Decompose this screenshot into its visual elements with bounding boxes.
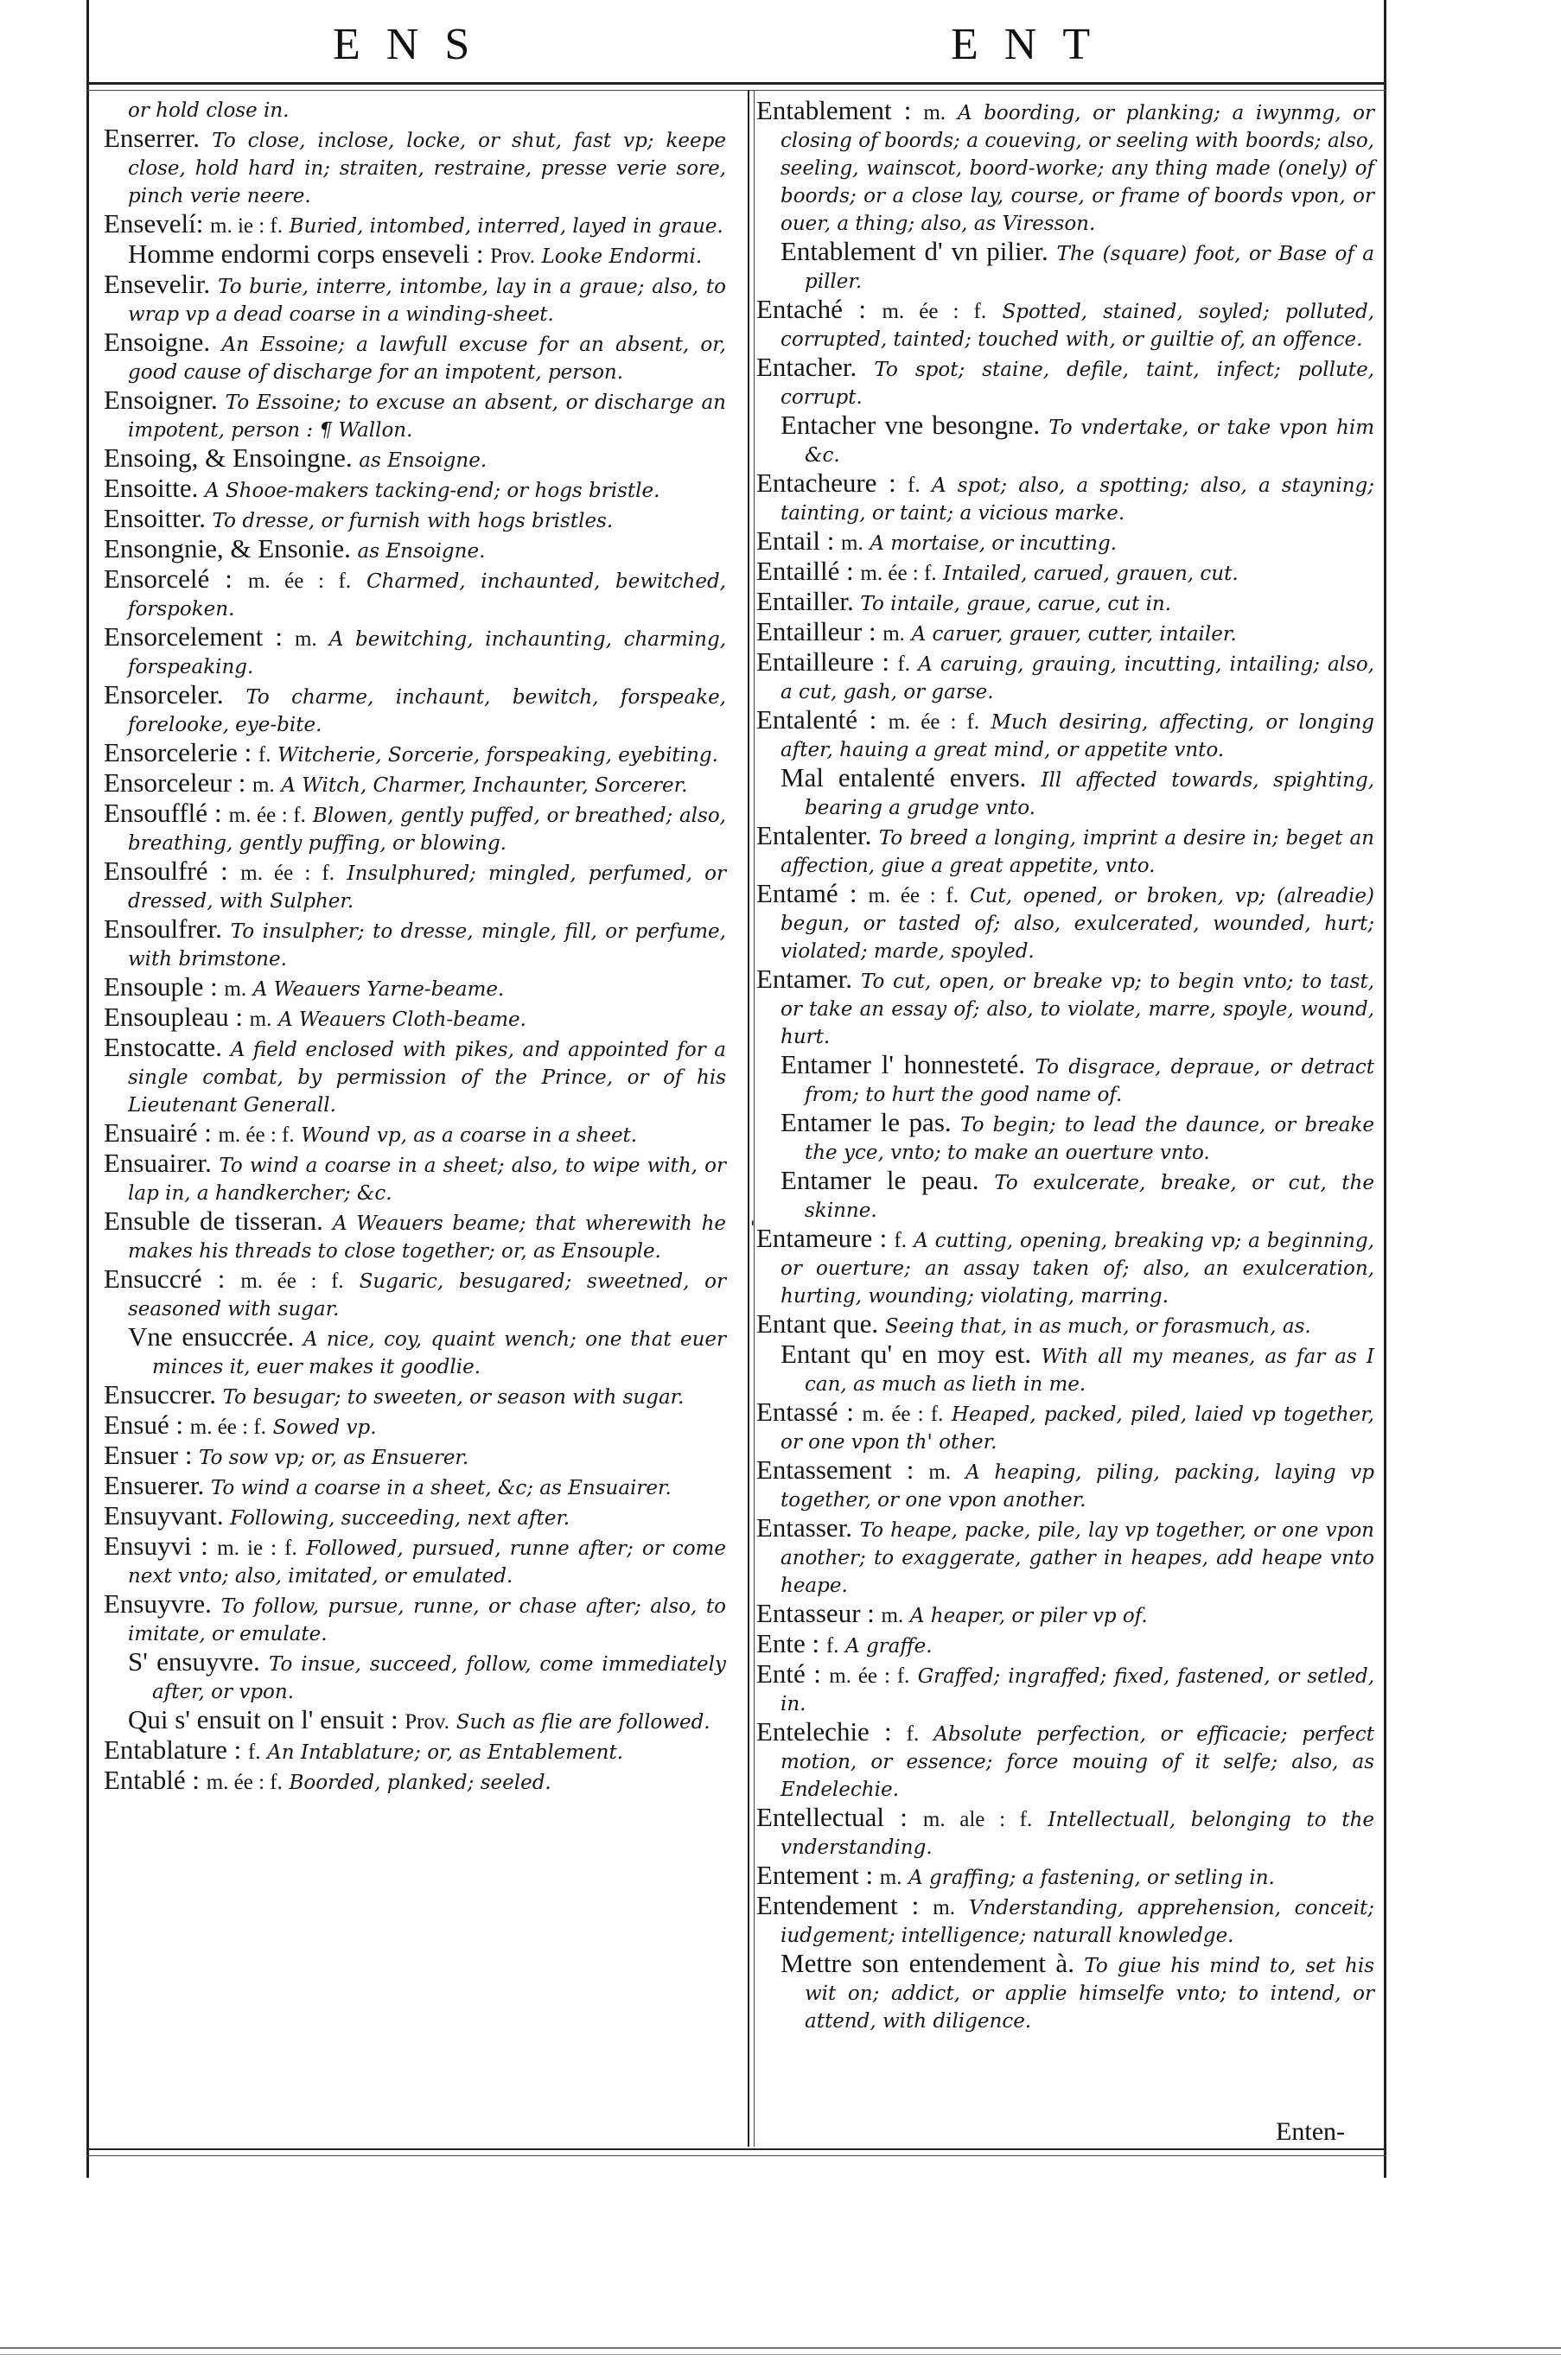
dictionary-entry xyxy=(756,411,1374,469)
definition: To vndertake, or take vpon him &c. xyxy=(805,417,1374,467)
grammar-note: m. ie : f. xyxy=(210,214,284,238)
dictionary-entry xyxy=(756,557,1374,588)
headword: Enté : xyxy=(756,1658,821,1689)
dictionary-entry xyxy=(756,880,1374,965)
dictionary-entry xyxy=(756,97,1374,238)
definition: To charme, inchaunt, bewitch, forspeake, forelooke, eye-bite. xyxy=(128,686,726,736)
definition: A Weauers Yarne-beame. xyxy=(252,978,505,1001)
dictionary-entry xyxy=(756,527,1374,557)
dictionary-entry xyxy=(104,1265,726,1323)
dictionary-entry xyxy=(756,1660,1374,1718)
dictionary-entry xyxy=(756,1600,1374,1630)
headword: Entailleure : xyxy=(756,646,890,677)
headword: S' ensuyvre. xyxy=(128,1646,260,1677)
definition: To begin; to lead the daunce, or breake the yce, vnto; to make an ouerture vnto. xyxy=(805,1114,1374,1164)
dictionary-entry xyxy=(756,764,1374,822)
dictionary-entry xyxy=(104,240,726,270)
left-column xyxy=(104,97,726,1797)
definition: Witcherie, Sorcerie, forspeaking, eyebiting. xyxy=(277,744,718,767)
headword: Ensoupleau : xyxy=(104,1002,243,1032)
grammar-note: m. xyxy=(923,101,946,124)
dictionary-entry xyxy=(104,1003,726,1034)
headword: Entamer le peau. xyxy=(780,1165,979,1195)
grammar-note: f. xyxy=(908,474,921,497)
definition: To exulcerate, breake, or cut, the skinne. xyxy=(805,1172,1374,1222)
dictionary-entry xyxy=(104,444,726,474)
headword: Entablé : xyxy=(104,1765,201,1795)
definition: A graffe. xyxy=(845,1635,933,1658)
headword: Ensuairé : xyxy=(104,1117,212,1148)
dictionary-entry xyxy=(756,706,1374,764)
dictionary-entry xyxy=(756,618,1374,648)
dictionary-entry xyxy=(756,296,1374,353)
definition: A Witch, Charmer, Inchaunter, Sorcerer. xyxy=(281,774,688,797)
definition: Much desiring, affecting, or longing after, hauing a great mind, or appetite vnto. xyxy=(780,711,1374,761)
dictionary-entry xyxy=(756,822,1374,880)
headword: Entameure : xyxy=(756,1223,888,1253)
definition: Insulphured; mingled, perfumed, or dressed, with Sulpher. xyxy=(128,862,726,913)
definition: as Ensoigne. xyxy=(357,540,486,563)
definition: Vnderstanding, apprehension, conceit; iudgement; intelligence; naturall knowledge. xyxy=(780,1897,1375,1947)
headword: Enstocatte. xyxy=(104,1032,222,1062)
headword: Entacher vne besongne. xyxy=(780,410,1041,440)
dictionary-entry xyxy=(756,965,1374,1051)
dictionary-entry xyxy=(756,1514,1374,1600)
grammar-note: m. ée : f. xyxy=(228,804,306,827)
headword: Homme endormi corps enseveli : xyxy=(128,239,484,269)
headword: Ensué : xyxy=(104,1410,184,1440)
headword: Entelechie : xyxy=(756,1716,892,1747)
grammar-note: m. xyxy=(841,531,863,555)
definition: A Weauers beame; that wherewith he makes his threads to close together; or, as Ensouple. xyxy=(128,1212,726,1263)
dictionary-entry xyxy=(756,469,1374,527)
headword: Ensevelí: xyxy=(104,208,204,239)
headword: Qui s' ensuit on l' ensuit : xyxy=(128,1704,398,1734)
dictionary-entry xyxy=(104,1149,726,1207)
column-divider xyxy=(748,90,749,2147)
grammar-note: m. ée : f. xyxy=(247,570,352,593)
grammar-note: m. ie : f. xyxy=(217,1537,297,1560)
definition: With all my meanes, as far as I can, as much as lieth in me. xyxy=(805,1346,1374,1396)
dictionary-entry xyxy=(104,973,726,1003)
dictionary-entry xyxy=(756,588,1374,618)
headword: Ensuairer. xyxy=(104,1148,212,1178)
headword: Ensongnie, & Ensonie. xyxy=(104,533,351,563)
headword: Ensorcelement : xyxy=(104,621,283,652)
definition: Sugaric, besugared; sweetned, or seasoned with sugar. xyxy=(128,1270,726,1320)
headword: Entendement : xyxy=(756,1890,920,1920)
headword: Entablement : xyxy=(756,95,912,125)
headword: Entalenter. xyxy=(756,820,872,850)
definition: An Intablature; or, as Entablement. xyxy=(267,1741,624,1764)
definition: Sowed vp. xyxy=(272,1416,377,1439)
headword: Ensoigner. xyxy=(104,385,218,415)
headword: Ensorcelerie : xyxy=(104,737,252,767)
dictionary-entry xyxy=(104,1502,726,1532)
headword: Entaché : xyxy=(756,294,867,324)
definition: A bewitching, inchaunting, charming, forspeaking. xyxy=(128,628,727,678)
definition: Charmed, inchaunted, bewitched, forspoken. xyxy=(128,570,726,620)
definition: To wind a coarse in a sheet; also, to wipe with, or lap in, a handkercher; &c. xyxy=(128,1155,726,1205)
definition: A heaping, piling, packing, laying vp together, or one vpon another. xyxy=(780,1461,1374,1511)
headword: Entacheure : xyxy=(756,468,896,498)
dictionary-entry xyxy=(104,535,726,565)
footer-rule-inner xyxy=(86,2155,1386,2156)
headword: Entamé : xyxy=(756,878,857,908)
dictionary-entry xyxy=(104,1532,726,1590)
definition: To disgrace, depraue, or detract from; to hurt the good name of. xyxy=(805,1056,1374,1106)
grammar-note: m. ée : f. xyxy=(829,1664,910,1688)
dictionary-entry xyxy=(756,1804,1374,1861)
headword: Ensuccré : xyxy=(104,1263,226,1294)
dictionary-entry xyxy=(104,1207,726,1265)
headword: Enserrer. xyxy=(104,123,201,153)
dictionary-entry xyxy=(756,1398,1374,1456)
catchword: Enten- xyxy=(1276,2117,1345,2146)
headword: Mal entalenté envers. xyxy=(780,762,1027,792)
dictionary-entry xyxy=(756,238,1374,296)
definition: Blowen, gently puffed, or breathed; also, breathing, gently puffing, or blowing. xyxy=(128,805,726,855)
definition: A boording, or planking; a iwynmg, or closing of boords; a coueving, or seeling with boords; also, seeling, wainscot, boord-worke; any thing made (onely) of boords; or a close lay, course, or frame of boords vpon, or ouer, a thing; also, as Viresson. xyxy=(780,102,1374,235)
definition: To sow vp; or, as Ensuerer. xyxy=(199,1447,469,1469)
definition: The (square) foot, or Base of a piller. xyxy=(805,243,1374,293)
headword: Ensorceler. xyxy=(104,679,224,710)
column-divider-inner xyxy=(754,90,755,2147)
dictionary-entry xyxy=(104,1381,726,1411)
dictionary-entry xyxy=(104,1441,726,1472)
headword: Entablature : xyxy=(104,1734,242,1765)
dictionary-entry xyxy=(104,97,726,124)
dictionary-entry xyxy=(104,915,726,973)
definition: A caruing, grauing, incutting, intailing; also, a cut, gash, or garse. xyxy=(780,653,1374,703)
grammar-note: m. ée : f. xyxy=(206,1771,283,1794)
definition: Graffed; ingraffed; fixed, fastened, or setled, in. xyxy=(780,1665,1375,1715)
headword: Entamer. xyxy=(756,964,853,994)
definition: A Weauers Cloth-beame. xyxy=(277,1009,526,1031)
headword: Entail : xyxy=(756,525,835,556)
dictionary-entry xyxy=(104,328,726,386)
headword: Entant que. xyxy=(756,1308,879,1339)
dictionary-entry xyxy=(756,648,1374,706)
dictionary-entry xyxy=(104,1034,726,1119)
headword: Entamer l' honnesteté. xyxy=(780,1049,1025,1079)
dictionary-entry xyxy=(104,681,726,739)
headword: Entasseur : xyxy=(756,1598,875,1628)
dictionary-entry xyxy=(756,1051,1374,1109)
headword: Entassé : xyxy=(756,1397,854,1427)
headword: Ente : xyxy=(756,1628,820,1658)
dictionary-entry xyxy=(104,857,726,915)
definition: Such as flie are followed. xyxy=(456,1711,710,1734)
dictionary-entry xyxy=(756,1861,1374,1892)
headword: Ensoulfré : xyxy=(104,856,228,886)
dictionary-entry xyxy=(104,1590,726,1648)
dictionary-entry xyxy=(756,1892,1374,1950)
grammar-note: m. ée : f. xyxy=(868,884,959,907)
definition: Seeing that, in as much, or forasmuch, as. xyxy=(884,1315,1311,1338)
definition: A Shooe-makers tacking-end; or hogs bristle. xyxy=(205,480,660,502)
dictionary-entry xyxy=(104,1736,726,1766)
headword: Entailleur : xyxy=(756,616,876,646)
dictionary-entry xyxy=(104,1472,726,1502)
headword: Ensoigne. xyxy=(104,327,211,357)
headword: Ensuble de tisseran. xyxy=(104,1206,323,1236)
definition: A caruer, grauer, cutter, intailer. xyxy=(911,623,1237,646)
headword: Ensoufflé : xyxy=(104,798,222,828)
definition: Looke Endormi. xyxy=(541,245,703,268)
headword: Ensuyvant. xyxy=(104,1500,224,1530)
grammar-note: f. xyxy=(894,1229,907,1252)
grammar-note: m. ée : f. xyxy=(860,562,937,585)
definition: To burie, interre, intombe, lay in a graue; also, to wrap vp a dead coarse in a winding-sheet. xyxy=(128,276,726,326)
right-column xyxy=(756,97,1374,2035)
dictionary-entry xyxy=(104,565,726,623)
headword: Entamer le pas. xyxy=(780,1107,952,1137)
dictionary-entry xyxy=(104,386,726,444)
definition: Intellectuall, belonging to the vnderstanding. xyxy=(780,1809,1374,1859)
definition: Ill affected towards, spighting, bearing a grudge vnto. xyxy=(805,769,1375,819)
definition: To besugar; to sweeten, or season with sugar. xyxy=(222,1386,685,1409)
grammar-note: Prov. xyxy=(490,245,536,268)
headword: Ensorceleur : xyxy=(104,767,246,798)
footer-rule xyxy=(86,2148,1386,2150)
definition: To breed a longing, imprint a desire in; beget an affection, giue a great appetite, vnto. xyxy=(780,827,1374,877)
definition: To spot; staine, defile, taint, infect; pollute, corrupt. xyxy=(780,359,1374,409)
grammar-note: m. xyxy=(881,1604,904,1627)
definition: To insulpher; to dresse, mingle, fill, or perfume, with brimstone. xyxy=(128,920,726,970)
grammar-note: m. ée : f. xyxy=(189,1416,266,1439)
definition: A graffing; a fastening, or setling in. xyxy=(908,1867,1275,1889)
dictionary-entry xyxy=(756,1340,1374,1398)
definition: Spotted, stained, soyled; polluted, corrupted, tainted; touched with, or guiltie of, an offence. xyxy=(780,301,1374,351)
headword: Ensevelir. xyxy=(104,269,211,299)
grammar-note: m. xyxy=(249,1008,272,1031)
dictionary-entry xyxy=(104,1766,726,1797)
dictionary-entry xyxy=(104,210,726,240)
dictionary-entry xyxy=(756,1225,1374,1310)
definition: Cut, opened, or broken, vp; (alreadie) begun, or tasted of; also, exulcerated, wounded, hurt; violated; marde, spoyled. xyxy=(780,885,1374,963)
headword: Entacher. xyxy=(756,352,857,382)
definition: Intailed, carued, grauen, cut. xyxy=(943,563,1239,585)
dictionary-entry xyxy=(756,1167,1374,1225)
definition: To heape, packe, pile, lay vp together, or one vpon another; to exaggerate, gather in heapes, add heape vnto heape. xyxy=(780,1519,1374,1597)
dictionary-entry xyxy=(104,270,726,328)
dictionary-entry xyxy=(104,124,726,210)
headword: Entablement d' vn pilier. xyxy=(780,236,1048,266)
grammar-note: f. xyxy=(897,652,910,676)
grammar-note: m. xyxy=(224,977,247,1001)
headword: Ensuccrer. xyxy=(104,1379,216,1410)
definition: A nice, coy, quaint wench; one that euer minces it, euer makes it goodlie. xyxy=(152,1328,726,1378)
dictionary-entry xyxy=(104,1411,726,1441)
headword: Ensoitte. xyxy=(104,473,199,503)
dictionary-entry xyxy=(104,623,726,681)
headword: Ensoulfrer. xyxy=(104,913,222,944)
definition: To close, inclose, locke, or shut, fast vp; keepe close, hold hard in; straiten, restraine, presse verie sore, pinch verie neere. xyxy=(128,130,726,207)
headword: Ensuyvre. xyxy=(104,1588,212,1619)
running-head-right: ENT xyxy=(951,20,1117,69)
definition: Boorded, planked; seeled. xyxy=(289,1772,551,1794)
headword: Ensorcelé : xyxy=(104,563,233,594)
grammar-note: m. xyxy=(879,1866,902,1889)
definition: To Essoine; to excuse an absent, or discharge an impotent, person : ¶ Wallon. xyxy=(128,391,726,442)
definition: An Essoine; a lawfull excuse for an absent, or, good cause of discharge for an impotent, person. xyxy=(128,334,726,384)
grammar-note: m. xyxy=(933,1896,955,1919)
dictionary-entry xyxy=(756,1718,1374,1804)
definition: To insue, succeed, follow, come immediately after, or vpon. xyxy=(152,1653,726,1703)
dictionary-entry xyxy=(104,1648,726,1706)
page-edge-rule xyxy=(0,2347,1561,2349)
dictionary-entry xyxy=(104,1706,726,1736)
grammar-note: Prov. xyxy=(405,1710,450,1734)
stray-mark: ' xyxy=(750,1217,755,1238)
headword: Ensuyvi : xyxy=(104,1530,208,1561)
dictionary-entry xyxy=(756,1950,1374,2035)
grammar-note: f. xyxy=(258,743,271,767)
definition: To cut, open, or breake vp; to begin vnto; to tast, or take an essay of; also, to violate, marre, spoyle, wound, hurt. xyxy=(780,970,1374,1048)
definition: To follow, pursue, runne, or chase after; also, to imitate, or emulate. xyxy=(128,1595,726,1645)
definition: Heaped, packed, piled, laied vp together, or one vpon th' other. xyxy=(780,1403,1374,1454)
definition: Absolute perfection, or efficacie; perfect motion, or essence; force mouing of it selfe; also, as Endelechie. xyxy=(780,1723,1374,1801)
grammar-note: m. ée : f. xyxy=(240,862,334,885)
definition: To intaile, graue, carue, cut in. xyxy=(860,593,1172,615)
dictionary-entry xyxy=(756,1630,1374,1660)
definition: Wound vp, as a coarse in a sheet. xyxy=(301,1124,638,1147)
headword: Entasser. xyxy=(756,1512,853,1543)
definition: Followed, pursued, runne after; or come next vnto; also, imitated, or emulated. xyxy=(128,1537,726,1588)
definition: A mortaise, or incutting. xyxy=(870,532,1118,555)
grammar-note: m. ée : f. xyxy=(888,710,980,734)
dictionary-entry xyxy=(756,1109,1374,1167)
definition: or hold close in. xyxy=(128,99,290,122)
grammar-note: m. ée : f. xyxy=(240,1270,344,1293)
headword: Entant qu' en moy est. xyxy=(780,1339,1032,1369)
definition: To wind a coarse in a sheet, &c; as Ensuairer. xyxy=(210,1477,672,1499)
headword: Entaillé : xyxy=(756,556,854,586)
dictionary-entry xyxy=(104,1119,726,1149)
headword: Entalenté : xyxy=(756,704,877,735)
dictionary-entry xyxy=(104,769,726,799)
grammar-note: f. xyxy=(906,1722,920,1746)
dictionary-entry xyxy=(104,799,726,857)
definition: A heaper, or piler vp of. xyxy=(909,1605,1148,1627)
dictionary-entry xyxy=(104,474,726,505)
headword: Entailler. xyxy=(756,586,854,616)
grammar-note: f. xyxy=(247,1740,261,1764)
dictionary-entry xyxy=(104,739,726,769)
running-head-left: ENS xyxy=(333,20,496,69)
definition: A spot; also, a spotting; also, a stayning; tainting, or taint; a vicious marke. xyxy=(780,474,1374,525)
header-rule-inner xyxy=(86,90,1386,91)
headword: Mettre son entendement à. xyxy=(780,1948,1074,1978)
grammar-note: m. xyxy=(294,627,317,651)
headword: Ensuer : xyxy=(104,1440,193,1470)
dictionary-entry xyxy=(756,1456,1374,1514)
grammar-note: m. xyxy=(252,773,275,797)
definition: A cutting, opening, breaking vp; a beginning, or ouerture; an assay taken of; also, an exulceration, hurting, wounding; violating, marring. xyxy=(780,1230,1374,1308)
definition: Following, succeeding, next after. xyxy=(230,1507,570,1530)
definition: To giue his mind to, set his wit on; addict, or applie himselfe vnto; to intend, or attend, with diligence. xyxy=(805,1955,1374,2033)
headword: Ensoitter. xyxy=(104,503,206,533)
dictionary-entry xyxy=(756,1310,1374,1340)
page-edge-rule-inner xyxy=(0,2354,1561,2355)
grammar-note: m. xyxy=(882,622,905,646)
grammar-note: m. ée : f. xyxy=(218,1123,295,1147)
dictionary-entry xyxy=(104,1323,726,1381)
definition: A field enclosed with pikes, and appointed for a single combat, by permission of the Prince, or of his Lieutenant Generall. xyxy=(128,1039,726,1117)
grammar-note: m. ale : f. xyxy=(922,1808,1033,1831)
headword: Vne ensuccrée. xyxy=(128,1321,295,1352)
dictionary-entry xyxy=(756,353,1374,411)
header-rule xyxy=(86,82,1386,85)
definition: Buried, intombed, interred, layed in graue. xyxy=(289,215,723,238)
grammar-note: m. ée : f. xyxy=(862,1403,944,1426)
dictionary-entry xyxy=(104,505,726,535)
headword: Ensoing, & Ensoingne. xyxy=(104,442,353,473)
definition: as Ensoigne. xyxy=(359,449,487,472)
grammar-note: m. xyxy=(928,1460,952,1484)
headword: Ensuerer. xyxy=(104,1470,205,1500)
grammar-note: f. xyxy=(825,1634,839,1658)
headword: Entellectual : xyxy=(756,1802,908,1832)
headword: Entassement : xyxy=(756,1454,914,1485)
grammar-note: m. ée : f. xyxy=(882,300,987,323)
headword: Ensouple : xyxy=(104,971,218,1002)
definition: To dresse, or furnish with hogs bristles. xyxy=(212,510,614,532)
headword: Entement : xyxy=(756,1860,874,1890)
